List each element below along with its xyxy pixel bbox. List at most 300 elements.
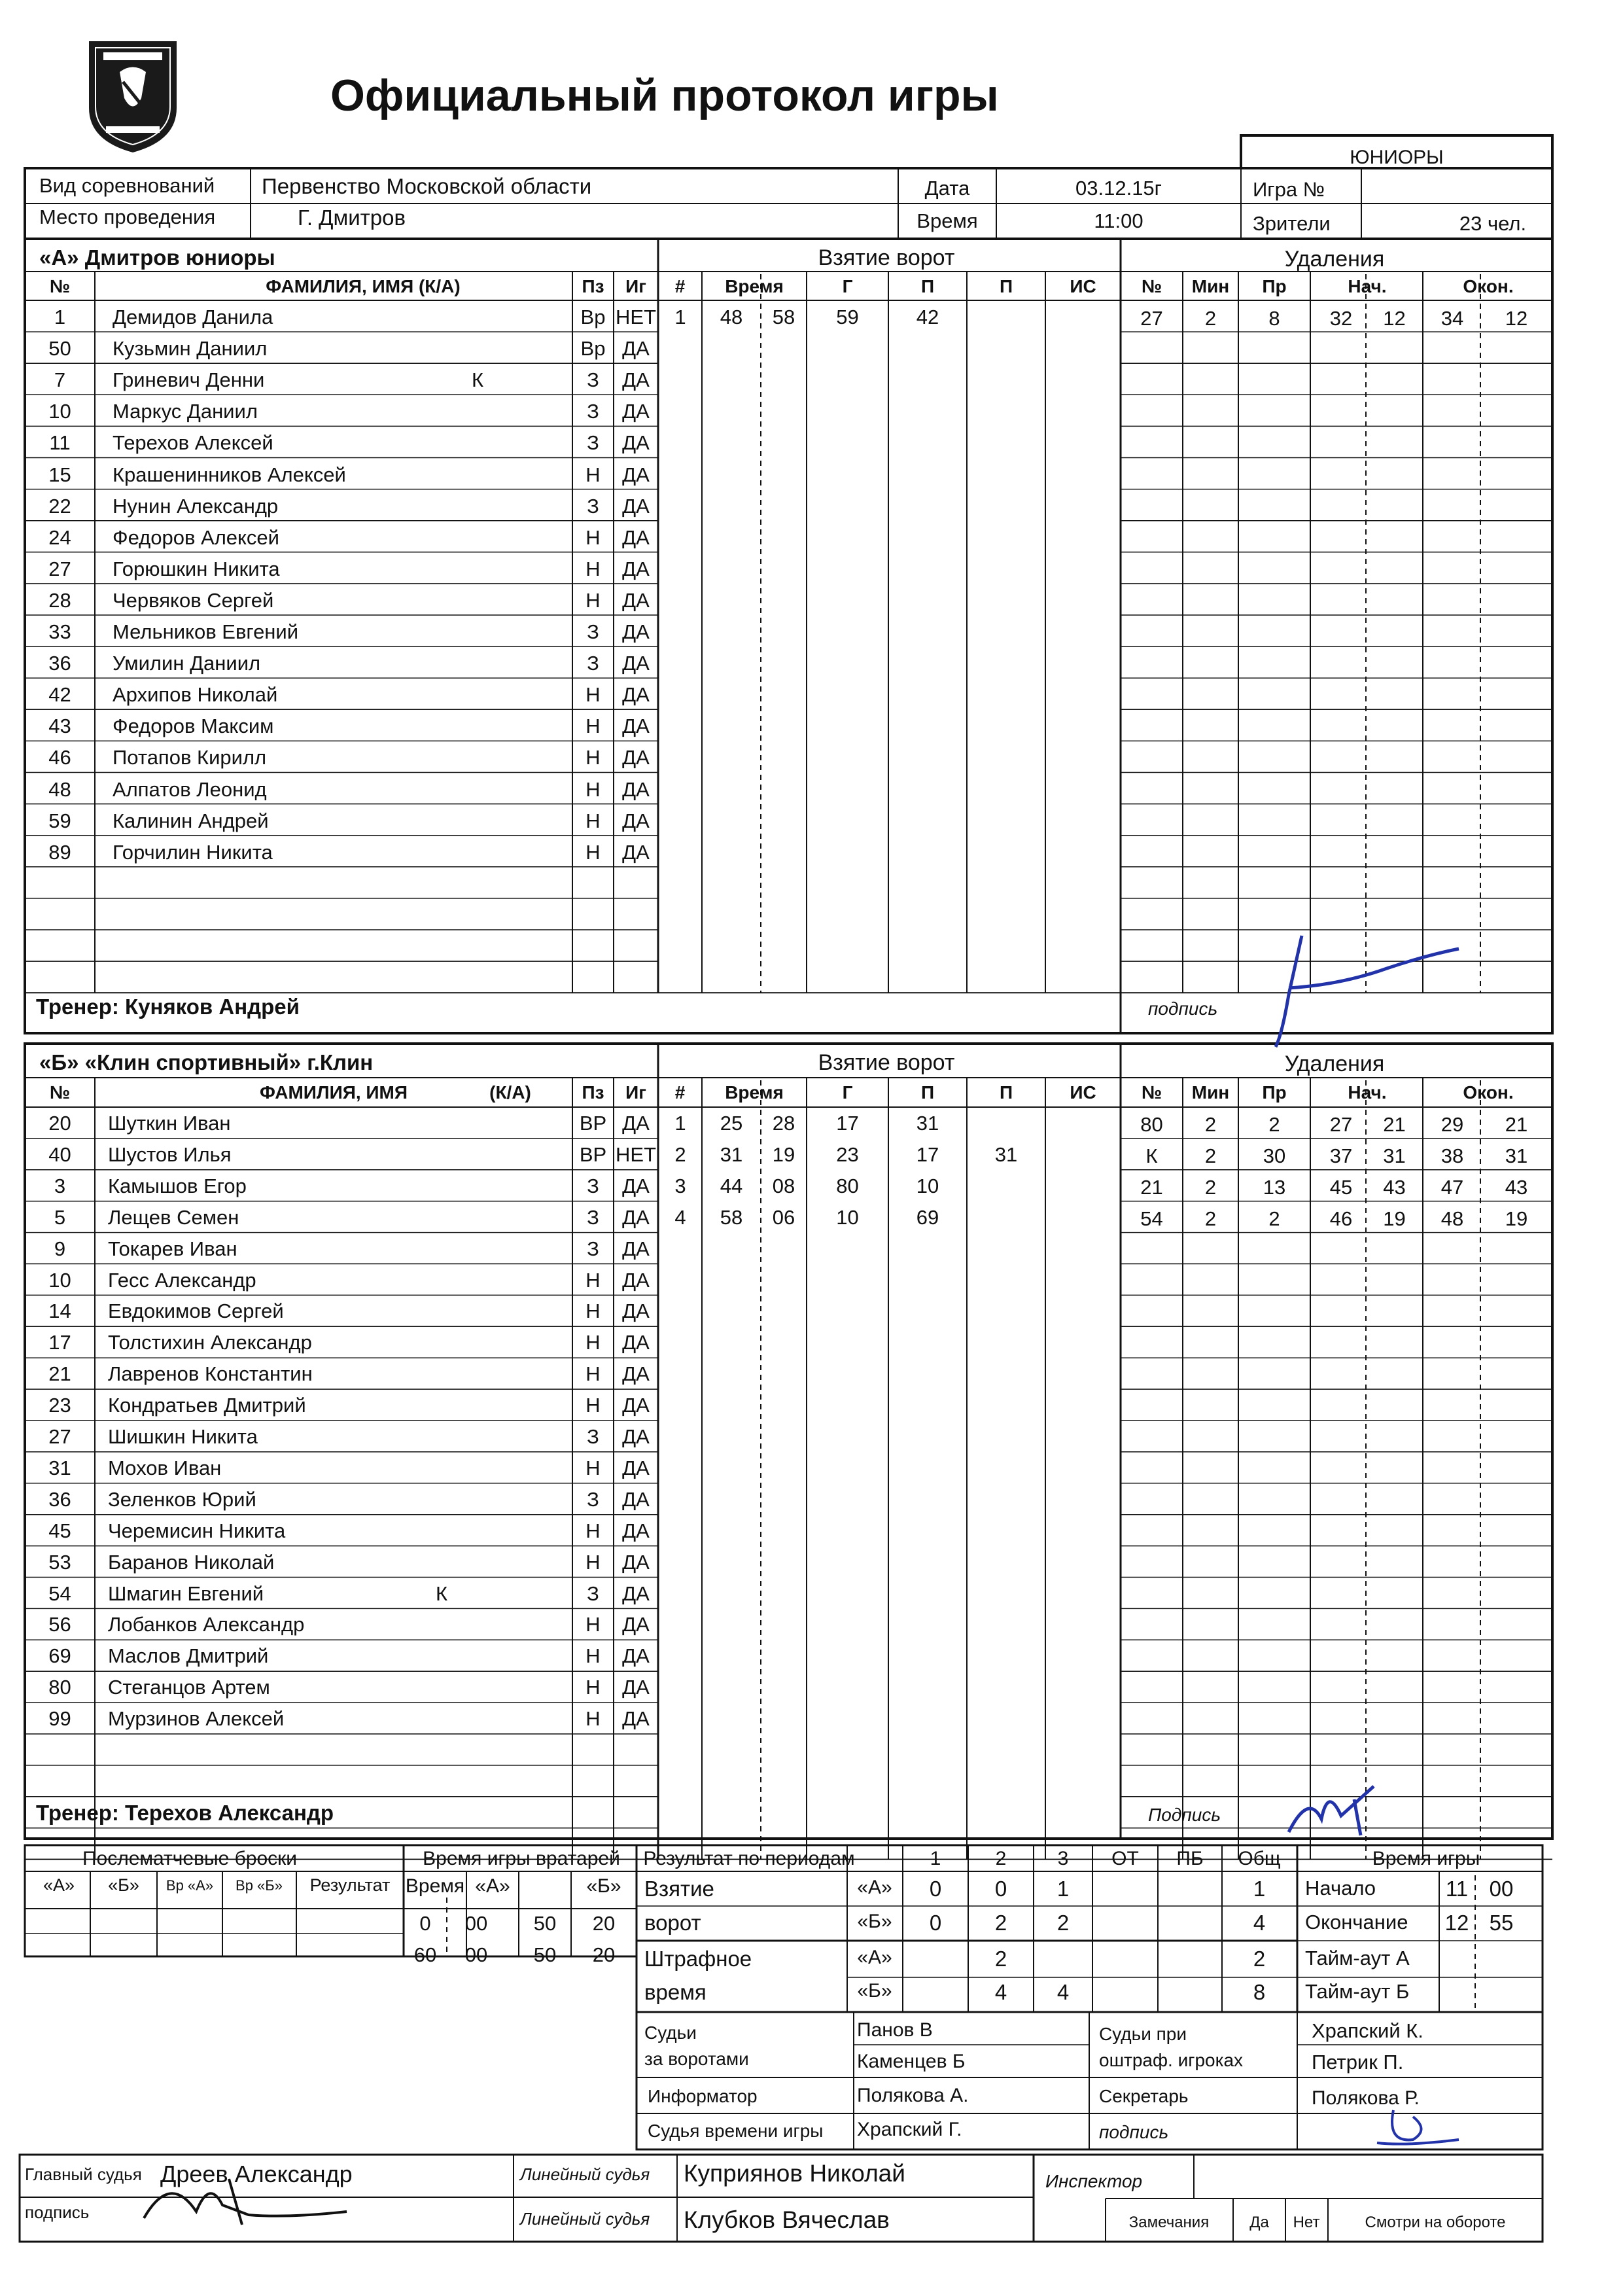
goal-minute: 48 bbox=[720, 306, 743, 328]
goal-number: 1 bbox=[674, 1112, 686, 1135]
player-name: Червяков Сергей bbox=[113, 588, 274, 612]
penalty-start-sec: 31 bbox=[1383, 1144, 1406, 1167]
coach-a-signature bbox=[1263, 923, 1478, 1053]
player-name: Архипов Николай bbox=[113, 683, 278, 707]
col-penalty-end: Окон. bbox=[1463, 276, 1514, 296]
player-position: Н bbox=[585, 1550, 601, 1574]
player-number: 17 bbox=[48, 1331, 71, 1354]
player-name: Лобанков Александр bbox=[108, 1613, 305, 1636]
player-position: Н bbox=[585, 1456, 601, 1479]
player-name: Терехов Алексей bbox=[113, 431, 273, 455]
penalty-end-sec: 19 bbox=[1505, 1207, 1528, 1230]
player-position: Н bbox=[585, 1676, 601, 1699]
player-played: ДА bbox=[622, 1331, 650, 1354]
col-played: Иг bbox=[625, 276, 646, 296]
goal-judges-label: Судьи bbox=[644, 2022, 697, 2043]
officials-sign-label: подпись bbox=[1099, 2122, 1169, 2142]
player-number: 48 bbox=[48, 777, 71, 801]
goal-assist-1: 42 bbox=[916, 306, 939, 328]
penalty-minutes: 2 bbox=[1204, 1207, 1217, 1230]
player-played: ДА bbox=[622, 463, 650, 486]
linesman-1-name: Куприянов Николай bbox=[684, 2160, 905, 2187]
player-position: Н bbox=[585, 1299, 601, 1323]
player-played: ДА bbox=[622, 1676, 650, 1699]
penalty-start-sec: 21 bbox=[1383, 1113, 1406, 1136]
col-penalty-reason: Пр bbox=[1262, 1082, 1287, 1103]
player-name: Калинин Андрей bbox=[113, 809, 269, 832]
game-start-hour: 11 bbox=[1445, 1877, 1469, 1901]
linesman-label: Линейный судья bbox=[520, 2164, 650, 2184]
player-position: Н bbox=[585, 715, 601, 738]
player-number: 9 bbox=[54, 1237, 66, 1260]
col-name: ФАМИЛИЯ, ИМЯ bbox=[260, 1082, 408, 1103]
penalty-reason: 13 bbox=[1263, 1175, 1286, 1199]
player-number: 80 bbox=[48, 1676, 71, 1699]
player-name: Евдокимов Сергей bbox=[108, 1299, 284, 1323]
periods-pen-label-2: время bbox=[644, 1980, 707, 2004]
player-name: Федоров Максим bbox=[113, 715, 274, 738]
col-game-situation: ИС bbox=[1070, 1082, 1096, 1103]
player-position: ВР bbox=[579, 1112, 607, 1135]
player-played: ДА bbox=[622, 368, 650, 392]
goal-assist-1: 31 bbox=[916, 1112, 939, 1135]
referee-name: Дреев Александр bbox=[160, 2161, 353, 2187]
secretary-name: Полякова Р. bbox=[1312, 2087, 1420, 2109]
goal-second: 28 bbox=[772, 1112, 795, 1135]
period-value: 1 bbox=[1056, 1877, 1070, 1901]
col-assist-1: П bbox=[920, 276, 935, 296]
player-position: З bbox=[587, 1205, 599, 1229]
period-col: 3 bbox=[1057, 1848, 1069, 1869]
player-played: ДА bbox=[622, 1394, 650, 1417]
player-number: 11 bbox=[49, 431, 71, 455]
spectators-label: Зрители bbox=[1253, 212, 1331, 235]
player-number: 43 bbox=[48, 715, 71, 738]
penalty-end-min: 38 bbox=[1440, 1144, 1464, 1167]
player-played: ДА bbox=[622, 588, 650, 612]
period-value: 0 bbox=[929, 1911, 942, 1935]
player-number: 5 bbox=[54, 1205, 66, 1229]
penalty-judges-label-2: оштраф. игроках bbox=[1099, 2050, 1244, 2070]
game-end-label: Окончание bbox=[1305, 1911, 1408, 1934]
goalie-time-col-b: «Б» bbox=[586, 1875, 621, 1897]
col-number: № bbox=[49, 1082, 71, 1103]
goalie-time-col-time: Время bbox=[405, 1875, 465, 1897]
player-name: Лещев Семен bbox=[108, 1205, 239, 1229]
player-position: З bbox=[587, 431, 599, 455]
period-col: Общ bbox=[1238, 1848, 1281, 1869]
goal-number: 4 bbox=[674, 1205, 686, 1229]
col-assist-2: П bbox=[999, 1082, 1013, 1103]
col-goal-time: Время bbox=[725, 1082, 784, 1103]
player-played: ДА bbox=[622, 1425, 650, 1448]
player-name: Шишкин Никита bbox=[108, 1425, 258, 1448]
period-value: 0 bbox=[994, 1877, 1007, 1901]
goalie-b-number: 20 bbox=[592, 1912, 616, 1935]
period-col: ОТ bbox=[1111, 1848, 1139, 1869]
shootout-col-goalie-b: Вр «Б» bbox=[236, 1877, 283, 1894]
shootout-title: Послематчевые броски bbox=[82, 1848, 298, 1869]
player-number: 99 bbox=[48, 1707, 71, 1731]
player-position: З bbox=[587, 1174, 599, 1197]
period-value: 2 bbox=[994, 1911, 1007, 1935]
player-name: Мурзинов Алексей bbox=[108, 1707, 285, 1731]
player-played: ДА bbox=[622, 715, 650, 738]
goalie-a-number: 50 bbox=[533, 1912, 557, 1935]
penalty-reason: 2 bbox=[1268, 1207, 1280, 1230]
penalty-minutes: 2 bbox=[1204, 1144, 1217, 1167]
player-played: НЕТ bbox=[616, 306, 656, 328]
player-played: ДА bbox=[622, 1519, 650, 1542]
period-value: 2 bbox=[1253, 1947, 1266, 1971]
player-number: 69 bbox=[48, 1644, 71, 1668]
penalty-player: 21 bbox=[1140, 1175, 1163, 1199]
penalty-end-sec: 12 bbox=[1505, 307, 1528, 330]
shootout-col-b: «Б» bbox=[108, 1875, 139, 1895]
player-number: 27 bbox=[48, 557, 71, 580]
goalie-time-sec: 00 bbox=[464, 1912, 488, 1935]
player-played: ДА bbox=[622, 652, 650, 675]
competition-value: Первенство Московской области bbox=[262, 174, 592, 198]
penalty-judge-1: Храпский К. bbox=[1312, 2019, 1423, 2042]
linesman-label-2: Линейный судья bbox=[520, 2209, 650, 2229]
penalties-section-title: Удаления bbox=[1284, 247, 1385, 272]
col-game-situation: ИС bbox=[1070, 276, 1096, 296]
col-goal-scorer: Г bbox=[842, 1082, 853, 1103]
informer-name: Полякова А. bbox=[857, 2085, 969, 2106]
remarks-yes: Да bbox=[1249, 2214, 1269, 2231]
penalty-start-min: 45 bbox=[1329, 1175, 1353, 1199]
goal-second: 58 bbox=[772, 306, 795, 328]
col-position: Пз bbox=[582, 276, 604, 296]
penalty-judge-2: Петрик П. bbox=[1312, 2051, 1404, 2074]
penalty-minutes: 2 bbox=[1204, 1175, 1217, 1199]
game-end-min: 55 bbox=[1489, 1911, 1514, 1935]
player-name: Лавренов Константин bbox=[108, 1362, 313, 1386]
shootout-col-goalie-a: Вр «А» bbox=[166, 1877, 214, 1894]
player-name: Умилин Даниил bbox=[113, 652, 261, 675]
player-number: 23 bbox=[48, 1394, 71, 1417]
player-played: ДА bbox=[622, 1613, 650, 1636]
col-penalty-reason: Пр bbox=[1262, 276, 1287, 296]
goal-assist-1: 17 bbox=[916, 1142, 939, 1166]
player-name: Маслов Дмитрий bbox=[108, 1644, 269, 1668]
team-b-title: «Б» «Клин спортивный» г.Клин bbox=[39, 1050, 374, 1074]
player-played: ДА bbox=[622, 1550, 650, 1574]
category-label: ЮНИОРЫ bbox=[1350, 147, 1444, 168]
venue-value: Г. Дмитров bbox=[298, 205, 406, 230]
referee-label: Главный судья bbox=[25, 2164, 142, 2184]
periods-team-b: «Б» bbox=[857, 1911, 892, 1932]
player-name: Потапов Кирилл bbox=[113, 746, 267, 769]
period-value: 4 bbox=[1253, 1911, 1266, 1935]
player-position: Вр bbox=[580, 337, 606, 361]
col-goal-number: # bbox=[674, 1082, 686, 1103]
period-value: 2 bbox=[1056, 1911, 1070, 1935]
penalty-reason: 8 bbox=[1268, 307, 1280, 330]
player-played: ДА bbox=[622, 1268, 650, 1292]
col-penalty-player: № bbox=[1141, 1082, 1162, 1103]
timeout-b-label: Тайм-аут Б bbox=[1305, 1980, 1410, 2003]
date-value: 03.12.15г bbox=[1075, 177, 1162, 200]
penalty-end-min: 29 bbox=[1440, 1113, 1464, 1136]
timeout-a-label: Тайм-аут А bbox=[1305, 1947, 1410, 1969]
col-played: Иг bbox=[625, 1082, 646, 1103]
goal-judge-2: Каменцев Б bbox=[857, 2051, 966, 2072]
goal-judges-label-2: за воротами bbox=[644, 2049, 749, 2069]
coach-sign-label: Подпись bbox=[1148, 1805, 1221, 1825]
player-position: Н bbox=[585, 1644, 601, 1668]
remarks-see-back: Смотри на обороте bbox=[1365, 2214, 1506, 2231]
secretary-label: Секретарь bbox=[1099, 2086, 1189, 2106]
player-played: ДА bbox=[622, 494, 650, 518]
frame-box bbox=[637, 1845, 1297, 2012]
player-name: Горчилин Никита bbox=[113, 840, 273, 864]
player-name: Камышов Егор bbox=[108, 1174, 247, 1197]
periods-team-a: «А» bbox=[857, 1877, 892, 1898]
player-name: Федоров Алексей bbox=[113, 525, 279, 549]
team-b-coach: Тренер: Терехов Александр bbox=[36, 1801, 334, 1825]
player-position: Н bbox=[585, 1519, 601, 1542]
player-played: ДА bbox=[622, 840, 650, 864]
player-name: Нунин Александр bbox=[113, 494, 279, 518]
goal-second: 06 bbox=[772, 1205, 795, 1229]
player-number: 42 bbox=[48, 683, 71, 707]
player-position: Н bbox=[585, 683, 601, 707]
informer-label: Информатор bbox=[648, 2086, 758, 2106]
player-position: З bbox=[587, 400, 599, 423]
period-value: 1 bbox=[1253, 1877, 1266, 1901]
penalty-player: 80 bbox=[1140, 1113, 1163, 1136]
player-captain-mark: К bbox=[435, 1581, 448, 1605]
penalty-judges-label: Судьи при bbox=[1099, 2024, 1187, 2044]
player-number: 59 bbox=[48, 809, 71, 832]
player-name: Крашенинников Алексей bbox=[113, 463, 346, 486]
venue-label: Место проведения bbox=[39, 205, 216, 228]
inspector-label: Инспектор bbox=[1045, 2171, 1143, 2191]
player-name: Гриневич Денни bbox=[113, 368, 265, 392]
col-name: ФАМИЛИЯ, ИМЯ (К/А) bbox=[266, 276, 461, 296]
player-played: ДА bbox=[622, 1237, 650, 1260]
player-name: Гесс Александр bbox=[108, 1268, 256, 1292]
player-number: 89 bbox=[48, 840, 71, 864]
coach-sign-label: подпись bbox=[1148, 998, 1218, 1019]
player-name: Шмагин Евгений bbox=[108, 1581, 264, 1605]
game-start-label: Начало bbox=[1305, 1877, 1376, 1899]
player-position: Н bbox=[585, 557, 601, 580]
col-goal-number: # bbox=[674, 276, 686, 296]
penalty-end-min: 47 bbox=[1440, 1175, 1464, 1199]
player-number: 28 bbox=[48, 588, 71, 612]
penalty-end-sec: 21 bbox=[1505, 1113, 1528, 1136]
player-position: З bbox=[587, 1581, 599, 1605]
player-played: ДА bbox=[622, 400, 650, 423]
player-position: З bbox=[587, 494, 599, 518]
goalie-b-number: 20 bbox=[592, 1943, 616, 1966]
player-name: Демидов Данила bbox=[113, 306, 273, 328]
goal-scorer: 17 bbox=[836, 1112, 859, 1135]
period-value: 4 bbox=[1056, 1980, 1070, 2004]
player-position: Н bbox=[585, 1707, 601, 1731]
player-name: Кузьмин Даниил bbox=[113, 337, 268, 361]
player-number: 3 bbox=[54, 1174, 66, 1197]
player-number: 14 bbox=[48, 1299, 71, 1323]
player-number: 24 bbox=[48, 525, 71, 549]
periods-goals-label-2: ворот bbox=[644, 1911, 701, 1935]
col-penalty-player: № bbox=[1141, 276, 1162, 296]
period-value: 4 bbox=[994, 1980, 1007, 2004]
goalie-a-number: 50 bbox=[533, 1943, 557, 1966]
player-played: ДА bbox=[622, 337, 650, 361]
player-played: ДА bbox=[622, 1456, 650, 1479]
goalie-time-col-a: «А» bbox=[475, 1875, 510, 1897]
penalty-start-min: 32 bbox=[1329, 307, 1353, 330]
col-assist-2: П bbox=[999, 276, 1013, 296]
col-penalty-end: Окон. bbox=[1463, 1082, 1514, 1103]
player-name: Стеганцов Артем bbox=[108, 1676, 270, 1699]
player-number: 45 bbox=[48, 1519, 71, 1542]
goal-minute: 31 bbox=[720, 1142, 743, 1166]
player-played: ДА bbox=[622, 777, 650, 801]
player-position: Н bbox=[585, 1331, 601, 1354]
game-number-label: Игра № bbox=[1253, 178, 1325, 201]
team-a-coach: Тренер: Куняков Андрей bbox=[36, 995, 300, 1019]
goal-second: 08 bbox=[772, 1174, 795, 1197]
secretary-signature bbox=[1367, 2104, 1465, 2149]
player-number: 33 bbox=[48, 620, 71, 643]
goals-section-title: Взятие ворот bbox=[818, 245, 955, 270]
goal-scorer: 10 bbox=[836, 1205, 859, 1229]
goal-minute: 58 bbox=[720, 1205, 743, 1229]
player-position: З bbox=[587, 1487, 599, 1511]
periods-team-a: «А» bbox=[857, 1947, 892, 1968]
goal-number: 1 bbox=[674, 306, 686, 328]
game-time-title: Время игры bbox=[1372, 1848, 1480, 1869]
penalty-player: 54 bbox=[1140, 1207, 1163, 1230]
player-name: Маркус Даниил bbox=[113, 400, 258, 423]
player-played: ДА bbox=[622, 1362, 650, 1386]
player-number: 54 bbox=[48, 1581, 71, 1605]
penalty-player: 27 bbox=[1140, 307, 1163, 330]
page-title: Официальный протокол игры bbox=[330, 71, 999, 120]
goal-scorer: 80 bbox=[836, 1174, 859, 1197]
spectators-value: 23 чел. bbox=[1459, 212, 1527, 235]
player-position: Н bbox=[585, 1268, 601, 1292]
period-value: 2 bbox=[994, 1947, 1007, 1971]
goal-scorer: 23 bbox=[836, 1142, 859, 1166]
player-played: ДА bbox=[622, 525, 650, 549]
player-position: З bbox=[587, 652, 599, 675]
player-name: Горюшкин Никита bbox=[113, 557, 280, 580]
player-played: ДА bbox=[622, 620, 650, 643]
competition-label: Вид соревнований bbox=[39, 174, 215, 197]
penalty-minutes: 2 bbox=[1204, 307, 1217, 330]
player-name: Толстихин Александр bbox=[108, 1331, 312, 1354]
coach-b-signature bbox=[1282, 1780, 1387, 1839]
player-played: ДА bbox=[622, 557, 650, 580]
period-col: ПБ bbox=[1176, 1848, 1204, 1869]
player-position: Н bbox=[585, 840, 601, 864]
player-name: Зеленков Юрий bbox=[108, 1487, 256, 1511]
col-number: № bbox=[49, 276, 71, 296]
player-position: З bbox=[587, 1425, 599, 1448]
game-start-min: 00 bbox=[1489, 1877, 1514, 1901]
player-name: Шустов Илья bbox=[108, 1142, 232, 1166]
player-number: 50 bbox=[48, 337, 71, 361]
player-number: 1 bbox=[54, 306, 66, 328]
timekeeper-name: Храпский Г. bbox=[857, 2119, 962, 2140]
goalie-time-sec: 00 bbox=[464, 1943, 488, 1966]
player-number: 36 bbox=[48, 1487, 71, 1511]
penalty-minutes: 2 bbox=[1204, 1113, 1217, 1136]
player-played: ДА bbox=[622, 809, 650, 832]
periods-team-b: «Б» bbox=[857, 1980, 892, 2002]
penalties-section-title: Удаления bbox=[1284, 1051, 1385, 1076]
player-position: Н bbox=[585, 1613, 601, 1636]
period-value: 8 bbox=[1253, 1980, 1266, 2004]
player-number: 31 bbox=[48, 1456, 71, 1479]
player-position: Вр bbox=[580, 306, 606, 328]
player-name: Кондратьев Дмитрий bbox=[108, 1394, 306, 1417]
col-penalty-minutes: Мин bbox=[1191, 1082, 1230, 1103]
goal-scorer: 59 bbox=[836, 306, 859, 328]
player-number: 53 bbox=[48, 1550, 71, 1574]
period-col: 2 bbox=[995, 1848, 1007, 1869]
player-played: ДА bbox=[622, 1644, 650, 1668]
time-label: Время bbox=[916, 209, 978, 232]
player-played: ДА bbox=[622, 1707, 650, 1731]
goal-minute: 44 bbox=[720, 1174, 743, 1197]
player-position: Н bbox=[585, 588, 601, 612]
referee-signature bbox=[131, 2166, 366, 2231]
player-played: ДА bbox=[622, 1112, 650, 1135]
penalty-reason: 30 bbox=[1263, 1144, 1286, 1167]
goal-judge-1: Панов В bbox=[857, 2019, 933, 2041]
referee-sign-label: подпись bbox=[25, 2202, 90, 2222]
penalty-end-sec: 31 bbox=[1505, 1144, 1528, 1167]
col-penalty-start: Нач. bbox=[1348, 276, 1387, 296]
col-penalty-minutes: Мин bbox=[1191, 276, 1230, 296]
goal-assist-1: 10 bbox=[916, 1174, 939, 1197]
player-name: Черемисин Никита bbox=[108, 1519, 286, 1542]
penalty-end-min: 34 bbox=[1440, 307, 1464, 330]
col-goal-scorer: Г bbox=[842, 276, 853, 296]
player-played: ДА bbox=[622, 683, 650, 707]
period-value: 0 bbox=[929, 1877, 942, 1901]
player-position: Н bbox=[585, 1362, 601, 1386]
player-played: ДА bbox=[622, 1487, 650, 1511]
periods-pen-label: Штрафное bbox=[644, 1947, 752, 1971]
player-played: ДА bbox=[622, 431, 650, 455]
player-name: Баранов Николай bbox=[108, 1550, 275, 1574]
player-name: Мельников Евгений bbox=[113, 620, 299, 643]
player-number: 10 bbox=[48, 400, 71, 423]
period-col: 1 bbox=[930, 1848, 941, 1869]
player-position: Н bbox=[585, 809, 601, 832]
goal-number: 3 bbox=[674, 1174, 686, 1197]
player-captain-mark: К bbox=[471, 368, 484, 392]
penalty-reason: 2 bbox=[1268, 1113, 1280, 1136]
player-position: З bbox=[587, 1237, 599, 1260]
shootout-col-result: Результат bbox=[309, 1875, 391, 1895]
player-number: 22 bbox=[48, 494, 71, 518]
player-number: 36 bbox=[48, 652, 71, 675]
player-position: ВР bbox=[579, 1142, 607, 1166]
player-played: НЕТ bbox=[616, 1142, 656, 1166]
player-number: 7 bbox=[54, 368, 66, 392]
game-end-hour: 12 bbox=[1444, 1911, 1469, 1935]
col-captain: (К/А) bbox=[489, 1082, 531, 1103]
